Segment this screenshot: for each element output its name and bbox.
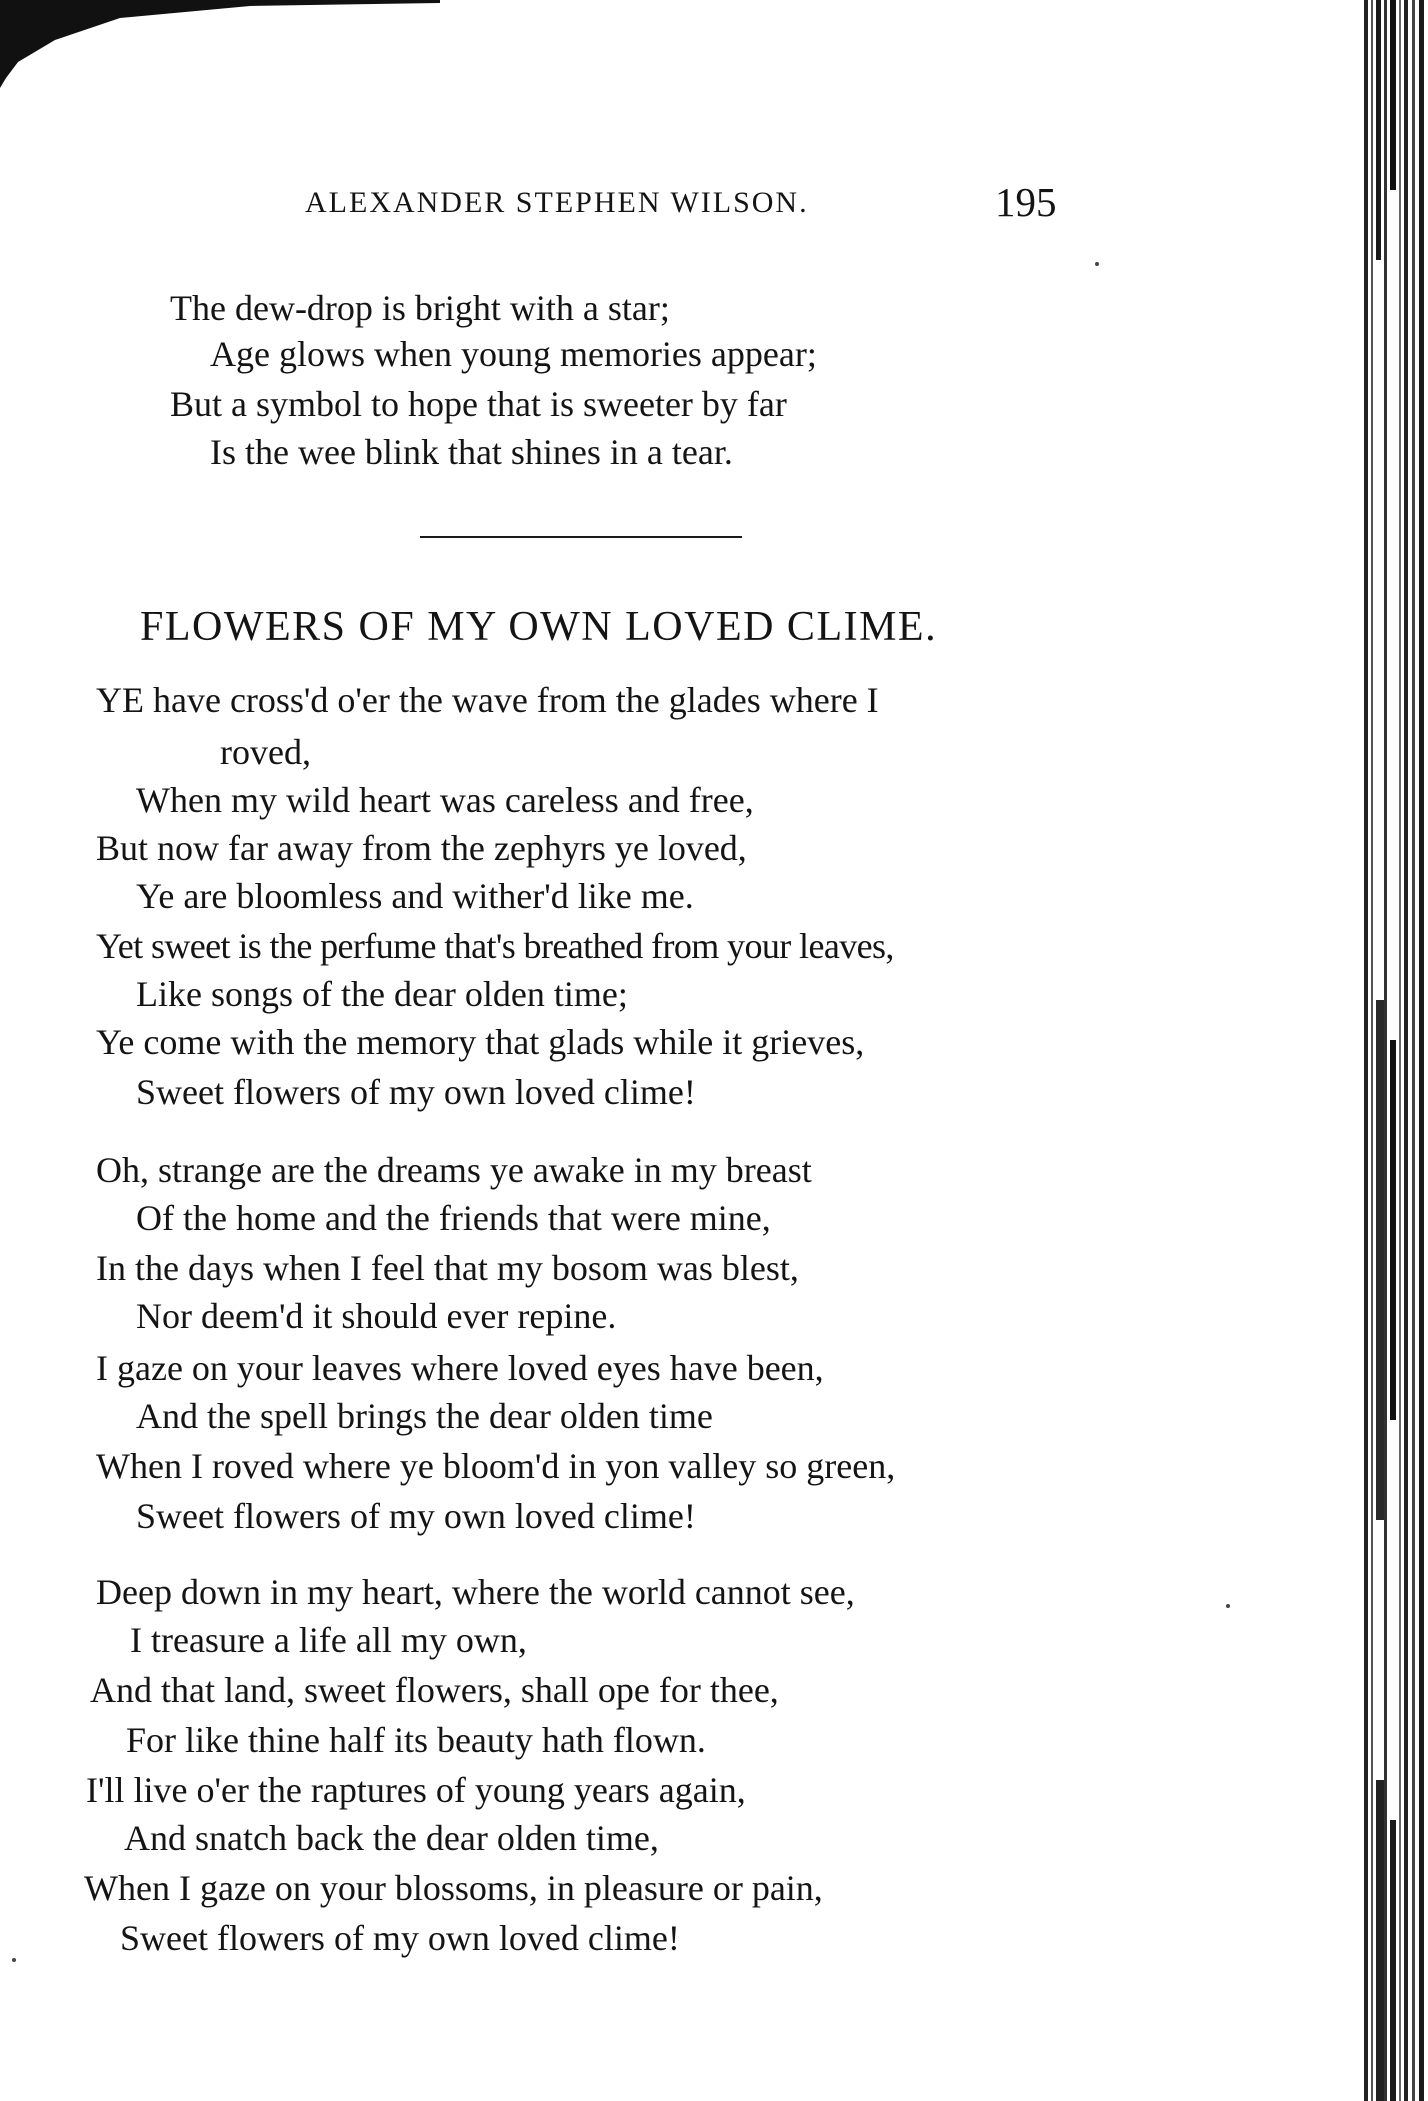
- page-number: 195: [995, 179, 1057, 225]
- previous-poem-line: The dew-drop is bright with a star;: [170, 288, 670, 328]
- poem-line: When I gaze on your blossoms, in pleasure or pain,: [84, 1868, 823, 1908]
- poem-line: Yet sweet is the perfume that's breathed from your leaves,: [96, 926, 894, 966]
- poem-line: When I roved where ye bloom'd in yon valley so green,: [96, 1446, 896, 1486]
- poem-line: But now far away from the zephyrs ye loved,: [96, 828, 747, 868]
- scan-speck: [1226, 1604, 1230, 1608]
- poem-line: Sweet flowers of my own loved clime!: [136, 1496, 696, 1536]
- section-divider: [420, 536, 742, 538]
- scan-speck: [1095, 262, 1099, 266]
- scan-corner-shadow: [0, 0, 440, 90]
- scan-speck: [12, 1958, 16, 1962]
- poem-line: I gaze on your leaves where loved eyes have been,: [96, 1348, 824, 1388]
- poem-line: When my wild heart was careless and free,: [136, 780, 754, 820]
- running-title: ALEXANDER STEPHEN WILSON.: [305, 186, 809, 219]
- previous-poem-line: Age glows when young memories appear;: [210, 334, 817, 374]
- poem-line: Like songs of the dear olden time;: [136, 974, 628, 1014]
- poem-line: And that land, sweet flowers, shall ope for thee,: [90, 1670, 779, 1710]
- poem-line: Of the home and the friends that were mine,: [136, 1198, 771, 1238]
- poem-line: roved,: [220, 732, 311, 772]
- poem-line: YE have cross'd o'er the wave from the glades where I: [96, 680, 879, 720]
- poem-title: FLOWERS OF MY OWN LOVED CLIME.: [140, 604, 938, 650]
- poem-line: Nor deem'd it should ever repine.: [136, 1296, 617, 1336]
- poem-line: Ye come with the memory that glads while it grieves,: [96, 1022, 865, 1062]
- poem-line: And the spell brings the dear olden time: [136, 1396, 713, 1436]
- poem-line: Sweet flowers of my own loved clime!: [136, 1072, 696, 1112]
- binding-edge: [1362, 0, 1428, 2101]
- previous-poem-line: Is the wee blink that shines in a tear.: [210, 432, 733, 472]
- poem-line: Ye are bloomless and wither'd like me.: [136, 876, 694, 916]
- poem-line: I'll live o'er the raptures of young years again,: [86, 1770, 746, 1810]
- poem-line: I treasure a life all my own,: [130, 1620, 527, 1660]
- poem-line: In the days when I feel that my bosom was blest,: [96, 1248, 799, 1288]
- poem-line: For like thine half its beauty hath flown.: [126, 1720, 706, 1760]
- previous-poem-line: But a symbol to hope that is sweeter by far: [170, 384, 787, 424]
- poem-line: Sweet flowers of my own loved clime!: [120, 1918, 680, 1958]
- poem-line: And snatch back the dear olden time,: [124, 1818, 659, 1858]
- poem-line: Oh, strange are the dreams ye awake in my breast: [96, 1150, 812, 1190]
- poem-line: Deep down in my heart, where the world cannot see,: [96, 1572, 855, 1612]
